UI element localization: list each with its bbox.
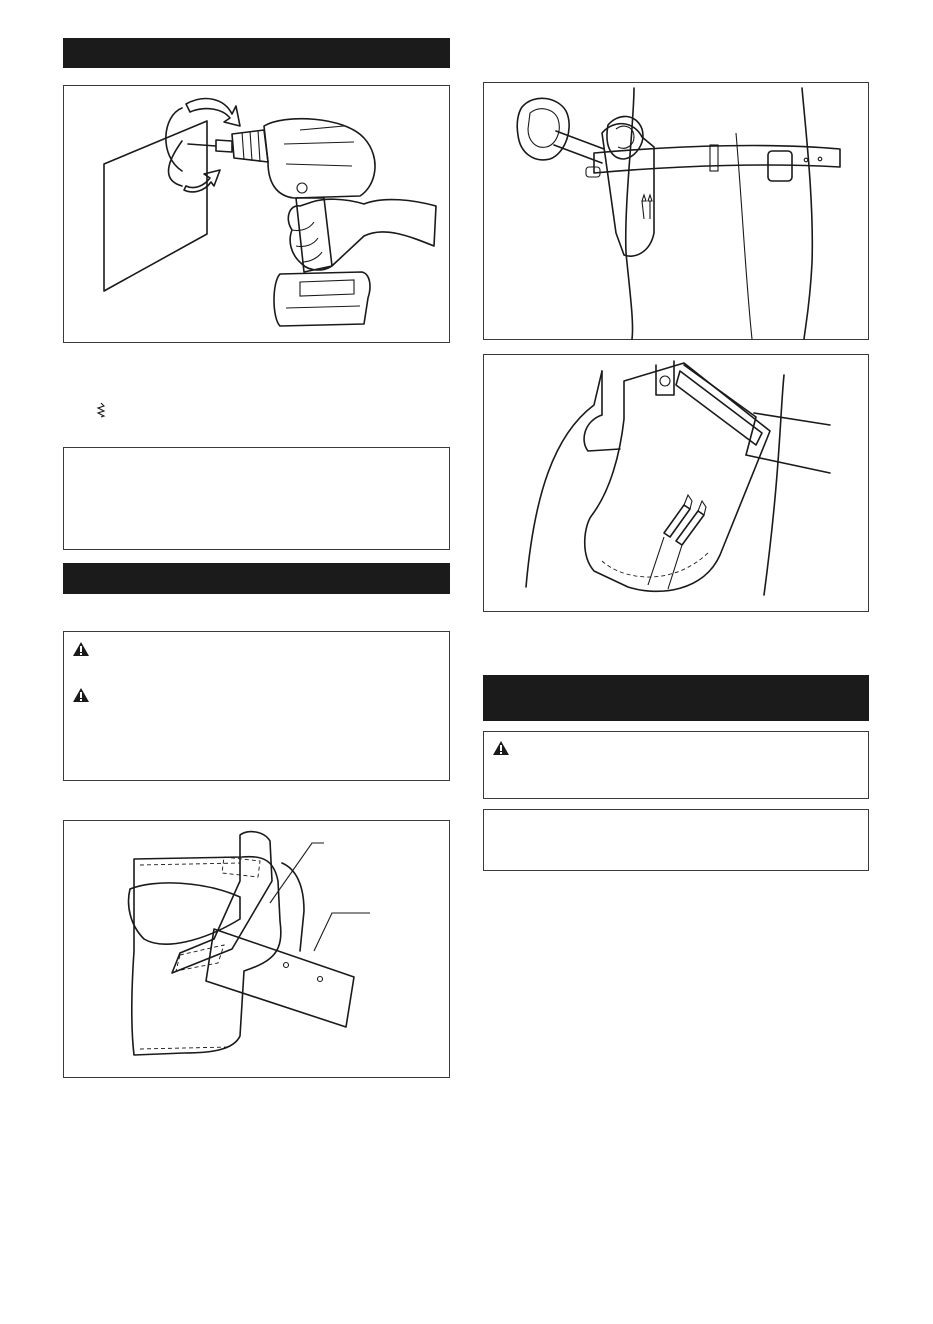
warning-triangle-icon <box>72 687 90 703</box>
spring-coil-icon <box>96 402 106 418</box>
section-header-bar <box>63 38 450 68</box>
holster-worn-figure <box>483 82 869 340</box>
warning-triangle-icon <box>72 641 90 657</box>
holster-belt-figure <box>63 820 450 1078</box>
holster-closeup-figure <box>483 354 869 612</box>
note-box <box>483 809 869 871</box>
caution-box <box>483 731 869 799</box>
warning-triangle-icon <box>492 740 510 756</box>
drill-rotation-figure <box>63 85 450 343</box>
section-header-bar <box>63 563 450 594</box>
note-box <box>63 447 450 550</box>
section-header-bar <box>483 675 869 721</box>
warning-box <box>63 631 450 781</box>
